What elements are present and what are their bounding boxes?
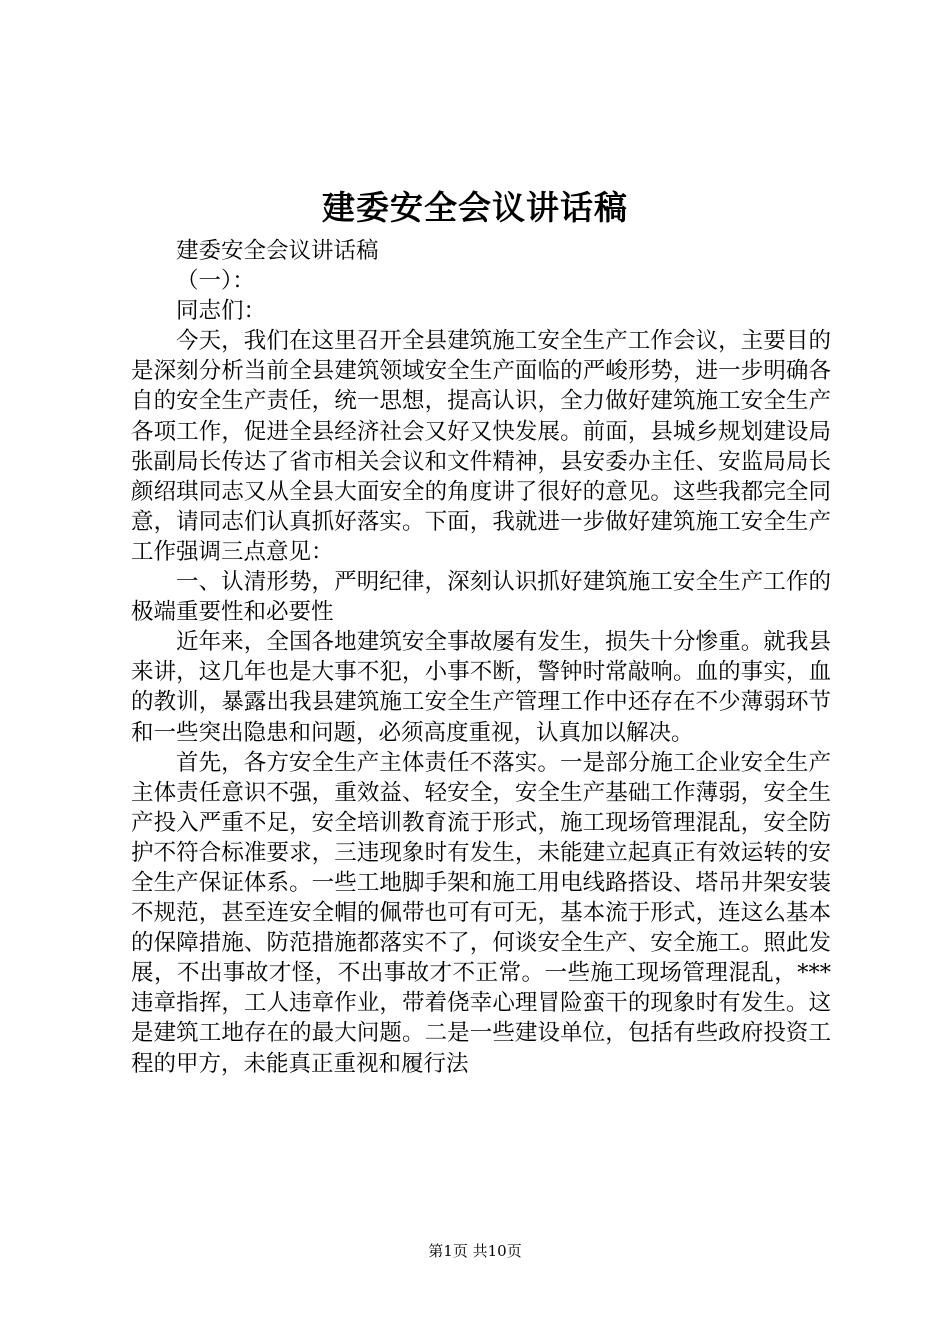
paragraph: 近年来，全国各地建筑安全事故屡有发生，损失十分惨重。就我县来讲，这几年也是大事不犯，小事不断，警钟时常敲响。血的事实，血的教训，暴露出我县建筑施工安全生产管理工作中还存在不少薄弱环节和一些突出隐患和问题，必须高度重视，认真加以解决。	[131, 629, 831, 746]
paragraph: 今天，我们在这里召开全县建筑施工安全生产工作会议，主要目的是深刻分析当前全县建筑领域安全生产面临的严峻形势，进一步明确各自的安全生产责任，统一思想，提高认识，全力做好建筑施工安全生产各项工作，促进全县经济社会又好又快发展。前面，县城乡规划建设局张副局长传达了省市相关会议和文件精神，县安委办主任、安监局局长颜绍琪同志又从全县大面安全的角度讲了很好的意见。这些我都完全同意，请同志们认真抓好落实。下面，我就进一步做好建筑施工安全生产工作强调三点意见：	[131, 328, 831, 565]
document-title: 建委安全会议讲话稿	[322, 188, 628, 227]
paragraph: 同志们：	[176, 298, 267, 325]
document-body	[131, 236, 831, 1079]
paragraph: 首先，各方安全生产主体责任不落实。一是部分施工企业安全生产主体责任意识不强，重效益、轻安全，安全生产基础工作薄弱，安全生产投入严重不足，安全培训教育流于形式，施工现场管理混乱，安全防护不符合标准要求，三违现象时有发生，未能建立起真正有效运转的安全生产保证体系。一些工地脚手架和施工用电线路搭设、塔吊井架安装不规范，甚至连安全帽的佩带也可有可无，基本流于形式，连这么基本的保障措施、防范措施都落实不了，何谈安全生产、安全施工。照此发展，不出事故才怪，不出事故才不正常。一些施工现场管理混乱，***违章指挥，工人违章作业，带着侥幸心理冒险蛮干的现象时有发生。这是建筑工地存在的最大问题。二是一些建设单位，包括有些政府投资工程的甲方，未能真正重视和履行法	[131, 749, 831, 1077]
paragraph: 建委安全会议讲话稿	[176, 238, 379, 264]
paragraph: 一、认清形势，严明纪律，深刻认识抓好建筑施工安全生产工作的极端重要性和必要性	[131, 569, 831, 626]
paragraph: （一）：	[176, 268, 255, 295]
page-number-footer: 第1页 共10页	[428, 1242, 522, 1260]
